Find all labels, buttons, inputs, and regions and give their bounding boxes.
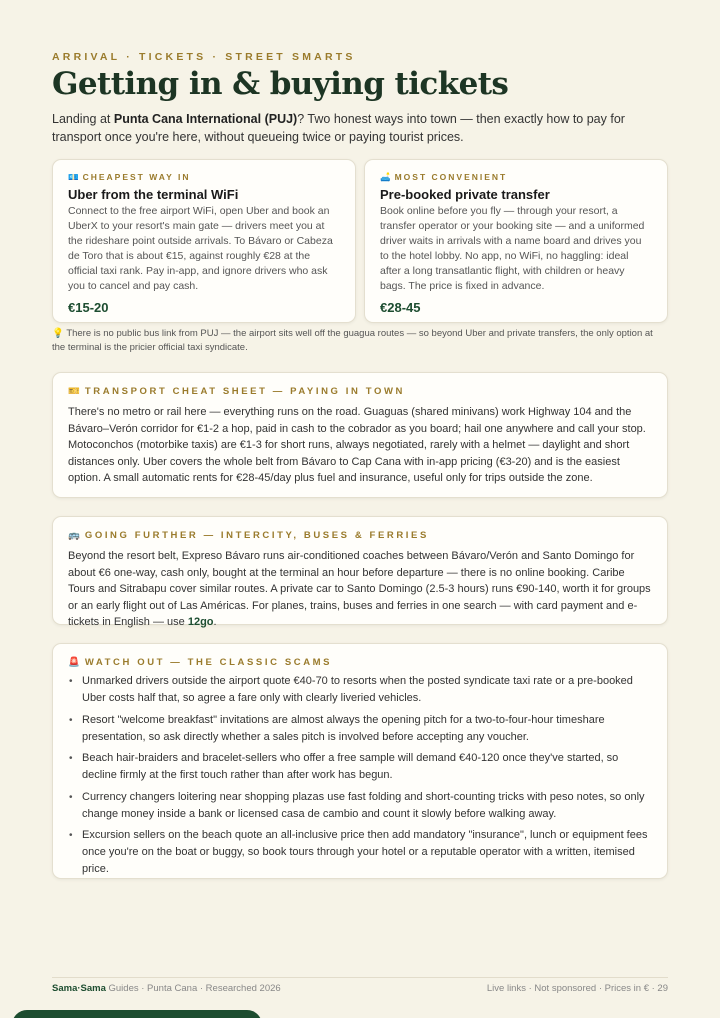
intro-paragraph [52, 110, 652, 146]
option-price: €28-45 [380, 300, 421, 315]
footer-left: Sama·Sama Guides · Punta Cana · Researched 2026 [52, 983, 281, 994]
option-title: Uber from the terminal WiFi [68, 187, 239, 202]
note-text: There is no public bus link from PUJ — the airport sits well off the guagua routes — so beyond Uber and private transfers, the only option at the terminal is the pricier official taxi syndicate. [52, 328, 653, 353]
brand-name: Sama·Sama [52, 983, 106, 994]
page-title: Getting in & buying tickets [52, 66, 509, 102]
option-label: 🛋️ MOST CONVENIENT [380, 172, 508, 182]
section-body: Beyond the resort belt, Expreso Bávaro runs air-conditioned coaches between Bávaro/Verón and Santo Domingo for about €6 one-way, cash only, bought at the terminal an hour before departure — there is no online booking. Caribe Tours and Sitrabapu cover similar routes. A private car to Santo Domingo (2.5-3 hours) runs €90-140, worth it for groups or an early flight out of Las Américas. For planes, trains, buses and ferries in one search — with card payment and e-tickets in English — use 12go. [68, 550, 651, 628]
footer-right: Live links · Not sponsored · Prices in € · 29 [486, 983, 668, 994]
list-item: • Resort "welcome breakfast" invitations are almost always the opening pitch for a two-to-four-hour timeshare presentation, so ask directly whether a sales pitch is involved before accepting any voucher. [68, 712, 652, 746]
option-label: 💶 CHEAPEST WAY IN [68, 172, 191, 182]
option-card-uber [52, 159, 356, 323]
seat-icon: 🛋️ [380, 172, 391, 182]
option-card-transfer [364, 159, 668, 323]
bottom-bar[interactable] [12, 1010, 262, 1018]
intro-airport: Punta Cana International (PUJ) [113, 112, 298, 126]
option-body: Book online before you fly — through your resort, a transfer operator or your booking site — and a uniformed driver waits in arrivals with a name board and drives you to the hotel lobby. No app, no WiFi, no haggling: ideal after a long transatlantic flight, with children or heavy bags. The price is fixed in advance. [380, 205, 645, 292]
section-label: 🎫 TRANSPORT CHEAT SHEET — PAYING IN TOWN [68, 386, 405, 397]
option-price: €15-20 [68, 300, 109, 315]
eyebrow: ARRIVAL · TICKETS · STREET SMARTS [52, 51, 356, 63]
list-item: • Beach hair-braiders and bracelet-sellers who offer a free sample will demand €40-120 once they've started, so decline firmly at the first touch rather than after work has begun. [68, 750, 652, 784]
lightbulb-icon: 💡 [52, 328, 64, 339]
scams-section [52, 643, 668, 879]
option-body: Connect to the free airport WiFi, open Uber and book an UberX to your resort's main gate — drivers meet you at the rideshare point outside arrivals. To Bávaro or Cabeza de Toro that is about €15, against roughly €28 at the official taxi rank. Pay in-app, and ignore drivers who ask you to cancel and pay cash. [68, 205, 333, 292]
money-icon: 💶 [68, 172, 79, 182]
transport-cheat-sheet [52, 372, 668, 498]
intro-after: ? Two honest ways into town — then exactly how to pay for transport once you're here, without queueing twice or paying tourist prices. [52, 112, 625, 144]
option-title: Pre-booked private transfer [380, 187, 550, 202]
airport-note [52, 327, 668, 355]
intro-before: Landing at [52, 112, 114, 126]
section-label: 🚌 GOING FURTHER — INTERCITY, BUSES & FERRIES [68, 530, 429, 541]
12go-link[interactable]: 12go [187, 616, 214, 628]
section-body: There's no metro or rail here — everything runs on the road. Guaguas (shared minivans) work Highway 104 and the Bávaro–Verón corridor for €1-2 a hop, paid in cash to the cobrador as you board; hail one anywhere and call your stop. Motoconchos (motorbike taxis) are €1-3 for short runs, always negotiated, rarely with a helmet — daylight and short distances only. Uber covers the whole belt from Bávaro to Cap Cana with in-app pricing (€3-20) and is the easiest option. A small automatic rents for €28-45/day plus fuel and insurance, useful only for trips outside the zone. [68, 406, 646, 484]
list-item: • Currency changers loitering near shopping plazas use fast folding and short-counting tricks with peso notes, so only change money inside a bank or licensed casa de cambio and count it slowly before walking away. [68, 789, 652, 823]
ticket-icon: 🎫 [68, 386, 80, 397]
footer-divider [52, 977, 668, 978]
siren-icon: 🚨 [68, 657, 80, 668]
section-label: 🚨 WATCH OUT — THE CLASSIC SCAMS [68, 657, 333, 668]
scam-list [68, 673, 652, 878]
list-item: • Excursion sellers on the beach quote an all-inclusive price then add mandatory "insurance", lunch or equipment fees once you're on the boat or buggy, so book tours through your hotel or a reputable operator with a written, itemised price. [68, 827, 652, 878]
bus-icon: 🚌 [68, 530, 80, 541]
list-item: • Unmarked drivers outside the airport quote €40-70 to resorts when the posted syndicate taxi rate or a pre-booked Uber costs half that, so agree a fare only with clearly liveried vehicles. [68, 673, 652, 707]
going-further-section [52, 516, 668, 628]
